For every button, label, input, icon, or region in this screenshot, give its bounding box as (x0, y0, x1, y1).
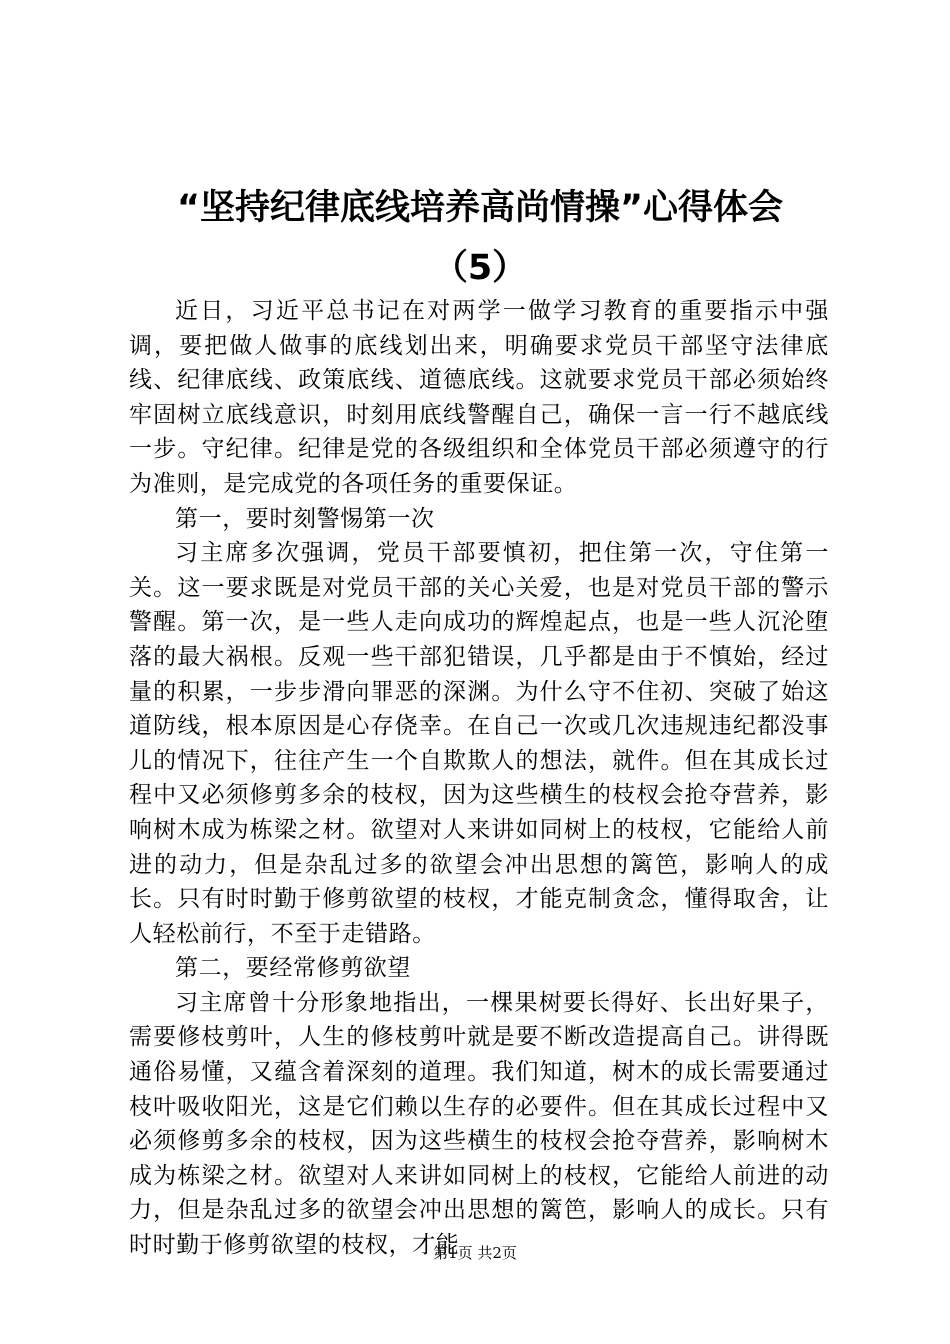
document-title-number: （5） (432, 248, 528, 288)
document-body (129, 294, 829, 1263)
section-heading-second: 第二，要经常修剪欲望 (175, 955, 411, 982)
paragraph-second: 习主席曾十分形象地指出，一棵果树要长得好、长出好果子，需要修枝剪叶，人生的修枝剪叶就是要不断改造提高自己。讲得既通俗易懂，又蕴含着深刻的道理。我们知道，树木的成长需要通过枝叶吸收阳光，这是它们赖以生存的必要件。但在其成长过程中又必须修剪多余的枝杈，因为这些横生的枝杈会抢夺营养，影响树木成为栋梁之材。欲望对人来讲如同树上的枝杈，它能给人前进的动力，但是杂乱过多的欲望会冲出思想的篱笆，影响人的成长。只有时时勤于修剪欲望的枝杈，才能 (129, 989, 829, 1259)
paragraph-first: 习主席多次强调，党员干部要慎初，把住第一次，守住第一关。这一要求既是对党员干部的关心关爱，也是对党员干部的警示警醒。第一次，是一些人走向成功的辉煌起点，也是一些人沉沦堕落的最大祸根。反观一些干部犯错误，几乎都是由于不慎始，经过量的积累，一步步滑向罪恶的深渊。为什么守不住初、突破了始这道防线，根本原因是心存侥幸。在自己一次或几次违规违纪都没事儿的情况下，往往产生一个自欺欺人的想法，就件。但在其成长过程中又必须修剪多余的枝杈，因为这些横生的枝杈会抢夺营养，影响树木成为栋梁之材。欲望对人来讲如同树上的枝杈，它能给人前进的动力，但是杂乱过多的欲望会冲出思想的篱笆，影响人的成长。只有时时勤于修剪欲望的枝杈，才能克制贪念，懂得取舍，让人轻松前行，不至于走错路。 (129, 540, 829, 947)
paragraph-intro: 近日，习近平总书记在对两学一做学习教育的重要指示中强调，要把做人做事的底线划出来，明确要求党员干部坚守法律底线、纪律底线、政策底线、道德底线。这就要求党员干部必须始终牢固树立底线意识，时刻用底线警醒自己，确保一言一行不越底线一步。守纪律。纪律是党的各级组织和全体党员干部必须遵守的行为准则，是完成党的各项任务的重要保证。 (129, 298, 829, 497)
document-title: “坚持纪律底线培养高尚情操”心得体会 (176, 188, 783, 228)
page-number-footer: 第1页 共2页 (433, 1244, 517, 1262)
section-heading-first: 第一，要时刻警惕第一次 (175, 505, 435, 532)
